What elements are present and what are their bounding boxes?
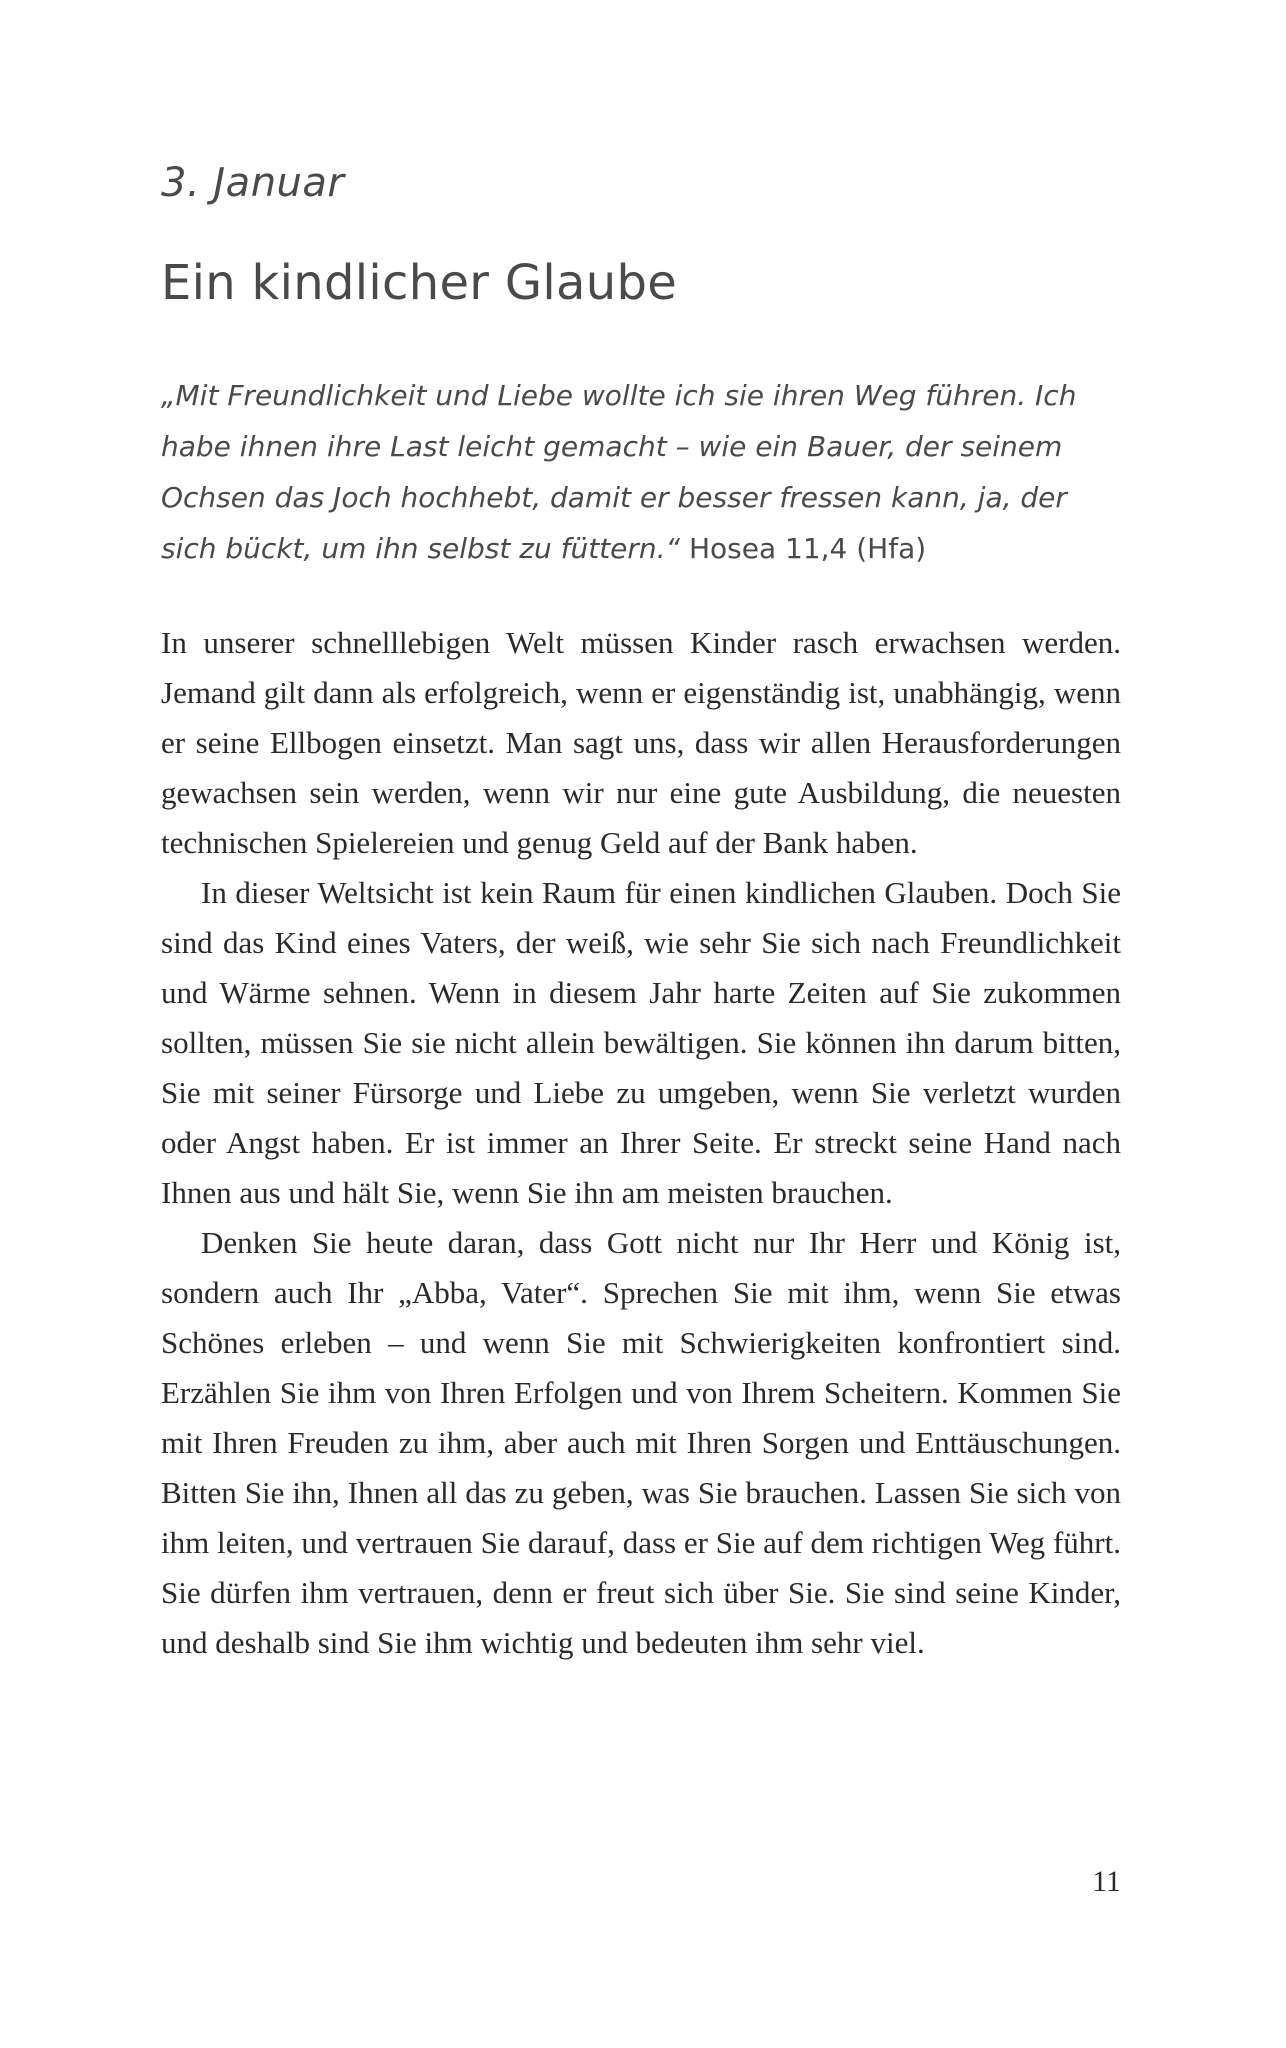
devotional-text <box>161 618 1121 1668</box>
page-number: 11 <box>1092 1865 1121 1898</box>
entry-date: 3. Januar <box>161 160 345 206</box>
verse-quote: „Mit Freundlichkeit und Liebe wollte ich sie ihren Weg führen. Ich habe ihnen ihre Last leicht gemacht – wie ein Bauer, der seinem Ochsen das Joch hochhebt, damit er besser fressen kann, ja, der sich bückt, um ihn selbst zu füttern.“ <box>161 379 1077 565</box>
paragraph-1: In unserer schnelllebigen Welt müssen Kinder rasch erwachsen werden. Jemand gilt dann als erfolgreich, wenn er eigenständig ist, unabhängig, wenn er seine Ellbogen einsetzt. Man sagt uns, dass wir allen Herausforderungen gewachsen sein werden, wenn wir nur eine gute Ausbildung, die neuesten technischen Spielereien und genug Geld auf der Bank haben. <box>161 625 1121 860</box>
paragraph-3: Denken Sie heute daran, dass Gott nicht nur Ihr Herr und König ist, sondern auch Ihr „Abba, Vater“. Sprechen Sie mit ihm, wenn Sie etwas Schönes erleben – und wenn Sie mit Schwierigkeiten konfrontiert sind. Erzählen Sie ihm von Ihren Erfolgen und von Ihrem Scheitern. Kommen Sie mit Ihren Freuden zu ihm, aber auch mit Ihren Sorgen und Enttäuschungen. Bitten Sie ihn, Ihnen all das zu geben, was Sie brauchen. Lassen Sie sich von ihm leiten, und vertrauen Sie darauf, dass er Sie auf dem richtigen Weg führt. Sie dürfen ihm vertrauen, denn er freut sich über Sie. Sie sind seine Kinder, und deshalb sind Sie ihm wichtig und bedeuten ihm sehr viel. <box>161 1225 1121 1660</box>
bible-verse <box>161 370 1121 574</box>
book-page <box>161 0 1121 2048</box>
entry-title: Ein kindlicher Glaube <box>161 255 678 311</box>
verse-reference: Hosea 11,4 (Hfa) <box>688 532 927 565</box>
paragraph-2: In dieser Weltsicht ist kein Raum für einen kindlichen Glauben. Doch Sie sind das Kind eines Vaters, der weiß, wie sehr Sie sich nach Freundlichkeit und Wärme sehnen. Wenn in diesem Jahr harte Zeiten auf Sie zukommen sollten, müssen Sie sie nicht allein bewältigen. Sie können ihn darum bitten, Sie mit seiner Fürsorge und Liebe zu umgeben, wenn Sie verletzt wurden oder Angst haben. Er ist immer an Ihrer Seite. Er streckt seine Hand nach Ihnen aus und hält Sie, wenn Sie ihn am meisten brauchen. <box>161 875 1121 1210</box>
